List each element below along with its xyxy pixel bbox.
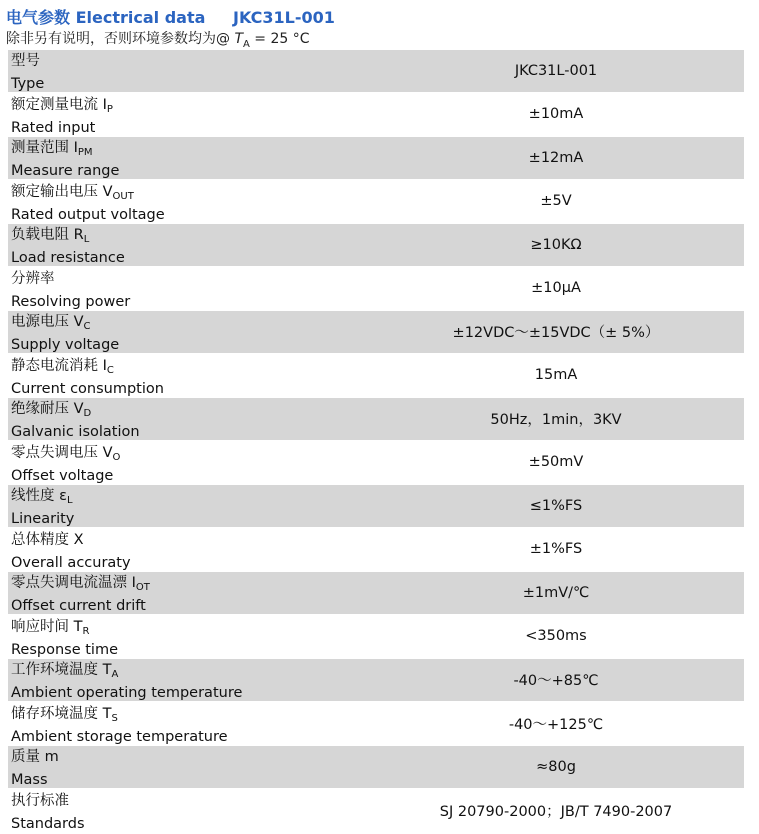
parameter-name-cn xyxy=(11,52,44,75)
parameter-name-en: Load resistance xyxy=(11,250,125,266)
parameter-value: 50Hz，1min，3KV xyxy=(490,412,622,429)
parameter-symbol-subscript: P xyxy=(106,103,113,115)
parameter-label xyxy=(11,52,44,94)
parameter-cn-text: 型号 xyxy=(11,53,40,69)
parameter-name-en: Linearity xyxy=(11,511,75,527)
parameter-label xyxy=(11,661,242,703)
parameter-name-cn xyxy=(11,487,74,510)
note-prefix: 除非另有说明，否则环境参数均为@ xyxy=(6,31,235,47)
parameter-label xyxy=(11,139,119,181)
parameter-cn-text: 储存环境温度 xyxy=(11,705,103,722)
parameter-symbol: I xyxy=(73,140,78,156)
parameter-name-en: Type xyxy=(11,76,45,92)
parameter-cn-text: 零点失调电流温漂 xyxy=(11,575,132,591)
parameter-name-en: Standards xyxy=(11,815,85,832)
parameter-symbol-subscript: L xyxy=(83,234,90,245)
parameter-name-cn xyxy=(11,183,165,206)
note-var: T xyxy=(234,31,244,47)
table-row xyxy=(8,94,744,136)
parameter-cn-text: 负载电阻 xyxy=(11,227,74,243)
parameter-label xyxy=(11,96,113,138)
parameter-symbol-subscript: O xyxy=(112,451,121,463)
parameter-label xyxy=(11,531,131,573)
note-sub: A xyxy=(243,38,250,50)
parameter-value: ±10mA xyxy=(528,106,584,123)
parameter-cn-text: 线性度 xyxy=(11,488,60,504)
spec-table xyxy=(8,50,744,833)
table-row xyxy=(8,790,744,832)
page-title xyxy=(6,5,335,28)
parameter-symbol: X xyxy=(73,531,84,548)
parameter-name-en: Overall accuraty xyxy=(11,554,131,571)
parameter-name-cn xyxy=(11,748,59,771)
parameter-cn-text: 执行标准 xyxy=(11,792,69,809)
parameter-symbol-subscript: L xyxy=(66,495,73,506)
parameter-symbol-subscript: R xyxy=(82,625,90,637)
parameter-name-en: Supply voltage xyxy=(11,337,120,353)
table-row xyxy=(8,50,744,92)
parameter-name-cn xyxy=(11,661,242,684)
parameter-name-en: Rated output voltage xyxy=(11,206,165,223)
parameter-name-cn xyxy=(11,270,130,293)
parameter-label xyxy=(11,226,125,268)
table-row xyxy=(8,311,744,353)
parameter-symbol-subscript: A xyxy=(111,669,119,680)
title-cn: 电气参数 xyxy=(6,8,71,27)
parameter-cn-text: 响应时间 xyxy=(11,618,74,635)
parameter-label xyxy=(11,444,120,486)
parameter-value: ≈80g xyxy=(536,758,576,775)
table-row xyxy=(8,355,744,397)
note-suffix: = 25 °C xyxy=(249,31,310,47)
parameter-value: JKC31L-001 xyxy=(514,62,598,79)
parameter-name-cn xyxy=(11,792,85,815)
parameter-name-cn xyxy=(11,574,150,597)
parameter-name-cn xyxy=(11,400,140,423)
parameter-symbol-subscript: OUT xyxy=(112,190,134,202)
parameter-symbol: m xyxy=(44,749,59,765)
parameter-value: ±12mA xyxy=(528,149,584,166)
parameter-name-en: Galvanic isolation xyxy=(11,424,140,440)
parameter-name-cn xyxy=(11,705,228,728)
parameter-value: 15mA xyxy=(534,367,578,384)
parameter-symbol: R xyxy=(73,227,84,243)
table-row xyxy=(8,529,744,571)
parameter-name-en: Ambient operating temperature xyxy=(11,685,243,701)
parameter-cn-text: 静态电流消耗 xyxy=(11,357,103,374)
parameter-symbol: T xyxy=(102,705,112,722)
parameter-symbol: V xyxy=(73,401,84,417)
parameter-name-cn xyxy=(11,96,113,119)
parameter-name-en: Measure range xyxy=(11,163,120,179)
parameter-name-en: Rated input xyxy=(11,119,96,136)
table-row xyxy=(8,572,744,614)
parameter-label xyxy=(11,183,165,225)
parameter-cn-text: 质量 xyxy=(11,749,45,765)
table-row xyxy=(8,442,744,484)
parameter-cn-text: 零点失调电压 xyxy=(11,444,103,461)
parameter-label xyxy=(11,487,74,529)
parameter-name-cn xyxy=(11,313,119,336)
parameter-name-en: Ambient storage temperature xyxy=(11,728,228,745)
parameter-cn-text: 绝缘耐压 xyxy=(11,401,74,417)
parameter-symbol-subscript: D xyxy=(83,408,92,419)
parameter-label xyxy=(11,357,164,399)
parameter-label xyxy=(11,705,228,747)
table-row xyxy=(8,703,744,745)
table-row xyxy=(8,659,744,701)
parameter-name-en: Resolving power xyxy=(11,293,131,310)
parameter-value: -40～+85℃ xyxy=(513,673,599,690)
parameter-name-cn xyxy=(11,357,164,380)
parameter-cn-text: 额定输出电压 xyxy=(11,183,103,200)
parameter-label xyxy=(11,400,140,442)
parameter-label xyxy=(11,618,118,660)
parameter-label xyxy=(11,748,59,790)
title-en: Electrical data xyxy=(75,8,206,27)
parameter-cn-text: 测量范围 xyxy=(11,140,74,156)
parameter-symbol-subscript: PM xyxy=(77,147,93,158)
table-row xyxy=(8,746,744,788)
parameter-name-en: Response time xyxy=(11,641,119,658)
parameter-value: ±12VDC～±15VDC（± 5%） xyxy=(452,325,660,342)
parameter-label xyxy=(11,270,130,312)
table-row xyxy=(8,181,744,223)
parameter-value: ≤1%FS xyxy=(529,497,583,514)
parameter-name-cn xyxy=(11,139,119,162)
parameter-value: ≥10KΩ xyxy=(530,236,582,253)
parameter-value: -40～+125℃ xyxy=(508,716,604,733)
parameter-value: ±1%FS xyxy=(529,541,583,558)
parameter-symbol: ε xyxy=(59,488,67,504)
parameter-symbol: T xyxy=(73,618,83,635)
parameter-cn-text: 电源电压 xyxy=(11,314,74,330)
parameter-symbol: I xyxy=(102,357,107,374)
title-model: JKC31L-001 xyxy=(232,8,335,27)
parameter-symbol: V xyxy=(102,444,113,461)
parameter-value: SJ 20790-2000；JB/T 7490-2007 xyxy=(439,803,673,820)
parameter-value: ±50mV xyxy=(528,454,584,471)
parameter-cn-text: 工作环境温度 xyxy=(11,662,103,678)
parameter-symbol: V xyxy=(102,183,113,200)
parameter-symbol-subscript: C xyxy=(83,321,91,332)
parameter-cn-text: 分辨率 xyxy=(11,270,55,287)
table-row xyxy=(8,398,744,440)
parameter-symbol: T xyxy=(102,662,112,678)
parameter-symbol: I xyxy=(131,575,136,591)
parameter-symbol-subscript: S xyxy=(111,712,118,724)
parameter-value: ±10μA xyxy=(531,280,581,297)
parameter-value: ±5V xyxy=(540,193,572,210)
parameter-name-cn xyxy=(11,531,131,554)
table-row xyxy=(8,137,744,179)
parameter-symbol: I xyxy=(102,96,107,113)
parameter-cn-text: 总体精度 xyxy=(11,531,74,548)
parameter-label xyxy=(11,574,150,616)
parameter-symbol-subscript: OT xyxy=(135,582,150,593)
parameter-cn-text: 额定测量电流 xyxy=(11,96,103,113)
parameter-symbol-subscript: C xyxy=(106,364,114,376)
parameter-name-en: Offset voltage xyxy=(11,467,114,484)
parameter-name-cn xyxy=(11,226,125,249)
table-row xyxy=(8,268,744,310)
parameter-value: <350ms xyxy=(525,628,587,645)
parameter-name-cn xyxy=(11,444,120,467)
ambient-note xyxy=(6,28,310,50)
parameter-name-en: Offset current drift xyxy=(11,598,146,614)
parameter-label xyxy=(11,313,119,355)
parameter-name-cn xyxy=(11,618,118,641)
table-row xyxy=(8,485,744,527)
parameter-name-en: Mass xyxy=(11,772,48,788)
parameter-value: ±1mV/℃ xyxy=(522,584,590,601)
table-row xyxy=(8,616,744,658)
parameter-label xyxy=(11,792,85,834)
parameter-name-en: Current consumption xyxy=(11,380,164,397)
table-row xyxy=(8,224,744,266)
parameter-symbol: V xyxy=(73,314,84,330)
